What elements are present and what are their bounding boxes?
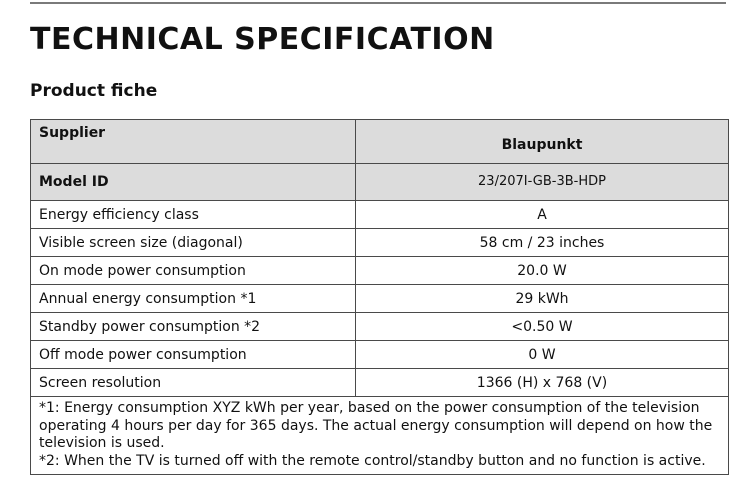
page-title: TECHNICAL SPECIFICATION	[30, 22, 495, 57]
table-row-supplier	[31, 120, 729, 164]
spec-label-standby-power: Standby power consumption *2	[31, 313, 356, 341]
supplier-label: Supplier	[31, 120, 356, 164]
table-row	[31, 229, 729, 257]
footnote-1: *1: Energy consumption XYZ kWh per year, based on the power consumption of the television operating 4 hours per day for 365 days. The actual energy consumption will depend on how the television is used.	[39, 400, 713, 451]
supplier-value: Blaupunkt	[356, 120, 729, 164]
spec-label-resolution: Screen resolution	[31, 369, 356, 397]
table-row	[31, 285, 729, 313]
spec-label-on-mode-power: On mode power consumption	[31, 257, 356, 285]
spec-value-screen-size: 58 cm / 23 inches	[356, 229, 729, 257]
spec-label-energy-class: Energy efficiency class	[31, 201, 356, 229]
spec-value-energy-class: A	[356, 201, 729, 229]
spec-label-screen-size: Visible screen size (diagonal)	[31, 229, 356, 257]
spec-value-standby-power: <0.50 W	[356, 313, 729, 341]
spec-label-annual-energy: Annual energy consumption *1	[31, 285, 356, 313]
table-row-notes	[31, 397, 729, 475]
spec-value-resolution: 1366 (H) x 768 (V)	[356, 369, 729, 397]
footnote-2: *2: When the TV is turned off with the remote control/standby button and no function is active.	[39, 452, 706, 469]
spec-value-annual-energy: 29 kWh	[356, 285, 729, 313]
table-row	[31, 369, 729, 397]
table-row	[31, 341, 729, 369]
table-row	[31, 257, 729, 285]
top-divider	[30, 2, 726, 4]
spec-table	[30, 119, 729, 475]
table-row	[31, 201, 729, 229]
spec-value-on-mode-power: 20.0 W	[356, 257, 729, 285]
table-row-model	[31, 164, 729, 201]
spec-label-off-mode-power: Off mode power consumption	[31, 341, 356, 369]
section-subtitle: Product fiche	[30, 81, 158, 101]
model-value: 23/207I-GB-3B-HDP	[356, 164, 729, 201]
footnotes-cell	[31, 397, 729, 475]
spec-value-off-mode-power: 0 W	[356, 341, 729, 369]
model-label: Model ID	[31, 164, 356, 201]
table-row	[31, 313, 729, 341]
